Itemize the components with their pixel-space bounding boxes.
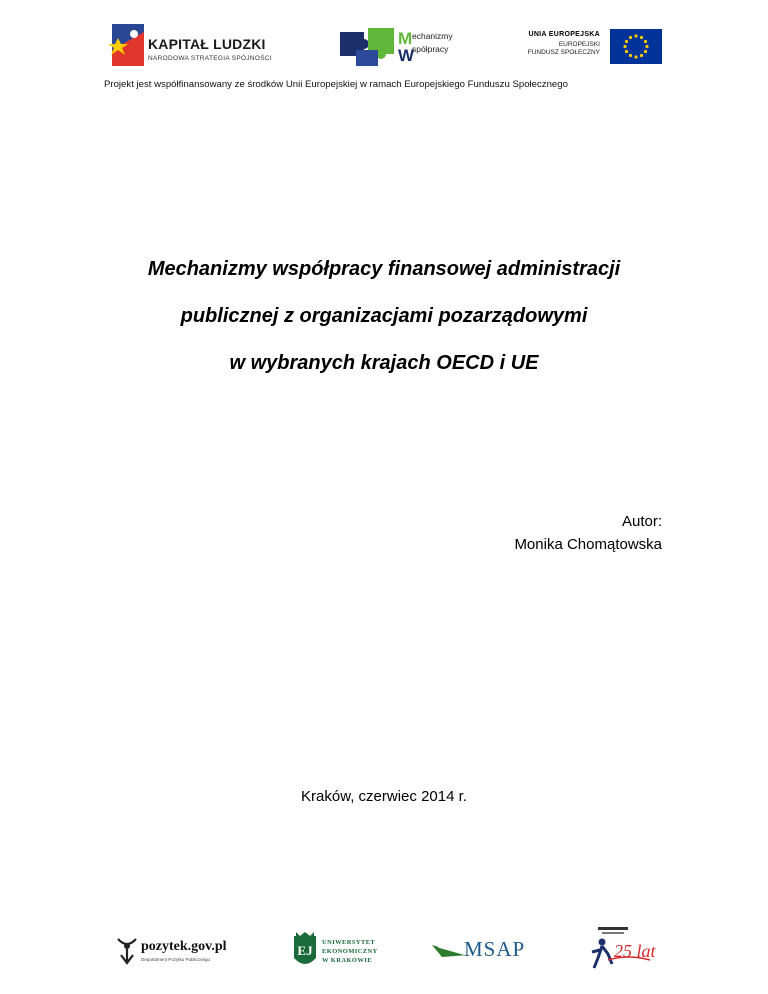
document-title-line1: Mechanizmy współpracy finansowej administracji	[147, 258, 621, 280]
uek-logo-line1: UNIWERSYTET	[322, 939, 376, 946]
frdl-anniversary-text: 25 lat	[614, 941, 656, 961]
unia-europejska-label: UNIA EUROPEJSKA	[528, 31, 600, 38]
author-label: Autor:	[621, 513, 662, 530]
efs-label-line2: FUNDUSZ SPOŁECZNY	[527, 49, 600, 56]
document-title-line2: publicznej z organizacjami pozarządowymi	[180, 305, 588, 327]
place-and-date: Kraków, czerwiec 2014 r.	[301, 788, 467, 805]
puzzle-icon	[336, 20, 476, 70]
cofinancing-note: Projekt jest współfinansowany ze środków Unii Europejskiej w ramach Europejskiego Funduszu Społecznego	[104, 79, 568, 90]
kapital-ludzki-title: KAPITAŁ LUDZKI	[148, 36, 266, 52]
pozytek-logo-text: pozytek.gov.pl	[141, 939, 227, 954]
uek-logo-line3: W KRAKOWIE	[322, 957, 372, 964]
svg-text:W: W	[398, 46, 415, 65]
svg-text:EJ: EJ	[297, 943, 313, 958]
document-title-line3: w wybranych krajach OECD i UE	[229, 352, 539, 374]
mechanizmy-logo-line2: spółpracy	[412, 44, 449, 54]
author-name: Monika Chomątowska	[514, 536, 662, 553]
mechanizmy-wspolpracy-logo	[336, 20, 476, 70]
pozytek-figure-icon	[112, 933, 142, 973]
pozytek-logo-subtitle: Departament Pożytku Publicznego	[141, 957, 211, 962]
efs-label-line1: EUROPEJSKI	[558, 41, 600, 48]
kapital-ludzki-subtitle: NARODOWA STRATEGIA SPÓJNOŚCI	[148, 55, 272, 62]
msap-logo-text: MSAP	[464, 937, 526, 961]
uek-crest-icon	[290, 930, 320, 972]
eu-flag-icon	[610, 29, 662, 64]
svg-text:M: M	[398, 29, 413, 48]
uek-logo-line2: EKONOMICZNY	[322, 948, 378, 955]
mechanizmy-logo-line1: echanizmy	[412, 31, 453, 41]
